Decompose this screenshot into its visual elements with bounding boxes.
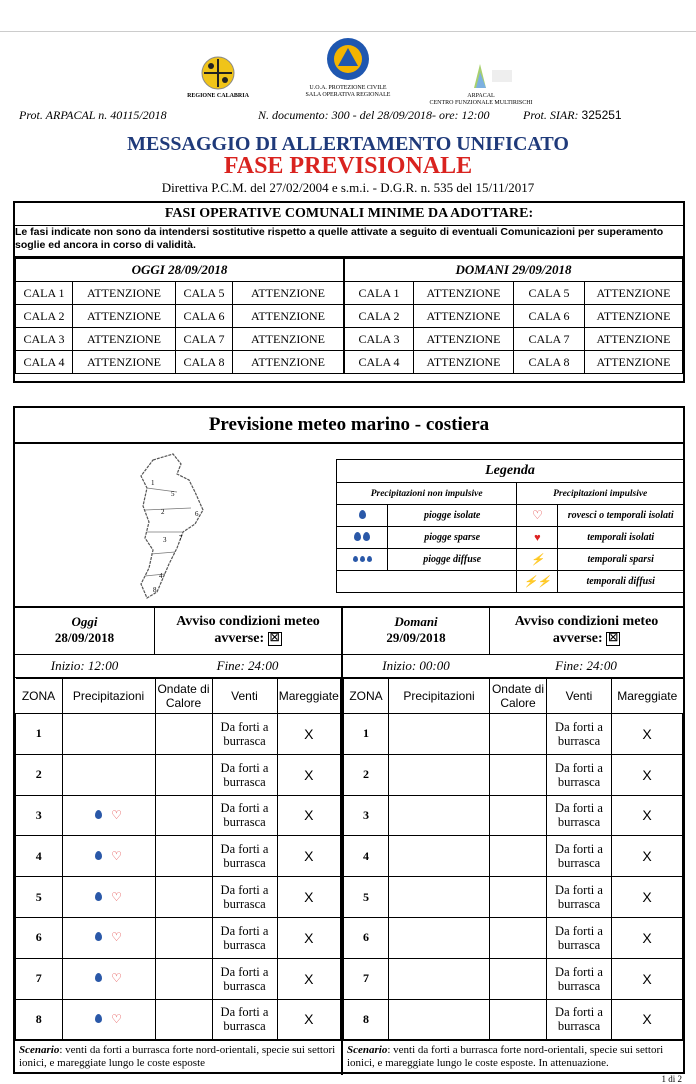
fasi-cell: CALA 7 [176, 328, 233, 351]
fasi-cell: ATTENZIONE [233, 328, 345, 351]
heatwave-cell [155, 877, 212, 918]
precipitation-cell [389, 836, 490, 877]
drop-icon [95, 851, 102, 860]
arpacal-icon [446, 62, 516, 90]
fasi-cell: CALA 1 [344, 282, 414, 305]
storm-surge-cell: X [612, 714, 683, 755]
storm-icon: ♡ [111, 930, 122, 945]
zone-row [344, 795, 683, 836]
legend-col1: Precipitazioni non impulsive [337, 483, 517, 505]
storm-icon: ♡ [111, 807, 122, 822]
drop-icon [95, 932, 102, 941]
forecast-section [15, 606, 683, 1075]
fasi-tomorrow-label: DOMANI 29/09/2018 [344, 259, 683, 282]
zone-row [16, 795, 341, 836]
bolt-filled-icon: ♥ [517, 527, 558, 549]
zone-row [344, 836, 683, 877]
prot-siar-value: 325251 [581, 108, 622, 122]
wind-cell: Da forti a burrasca [547, 877, 612, 918]
col-header: ZONA [344, 679, 389, 714]
col-header: Mareggiate [612, 679, 683, 714]
drop-single-icon [337, 505, 388, 527]
fasi-cell: CALA 6 [514, 305, 585, 328]
scenario-label: Scenario [19, 1044, 60, 1057]
forecast-table-today [15, 678, 341, 1040]
storm-surge-cell: X [612, 999, 683, 1040]
fasi-today-label: OGGI 28/09/2018 [16, 259, 345, 282]
fasi-cell: CALA 4 [16, 351, 73, 374]
legend-label [337, 571, 517, 593]
tomorrow-day: Domani [394, 614, 438, 629]
fasi-box [13, 201, 685, 383]
heart-bolt-icon: ♡ [517, 505, 558, 527]
zone-number: 4 [344, 836, 389, 877]
zone-row [16, 836, 341, 877]
wind-cell: Da forti a burrasca [212, 958, 277, 999]
fasi-cell: ATTENZIONE [73, 305, 176, 328]
legend-label: piogge isolate [388, 505, 517, 527]
document-title: MESSAGGIO DI ALLERTAMENTO UNIFICATO [127, 133, 569, 155]
today-avviso-label: Avviso condizioni meteo avverse: [176, 614, 320, 646]
heatwave-cell [155, 754, 212, 795]
protezione-civile-logo [292, 36, 404, 99]
fasi-cell: ATTENZIONE [585, 328, 683, 351]
fasi-row [16, 305, 683, 328]
legend-label: piogge sparse [388, 527, 517, 549]
fasi-cell: ATTENZIONE [233, 282, 345, 305]
directive: Direttiva P.C.M. del 27/02/2004 e s.m.i. - D.G.R. n. 535 del 15/11/2017 [161, 180, 535, 195]
wind-cell: Da forti a burrasca [212, 836, 277, 877]
wind-cell: Da forti a burrasca [547, 714, 612, 755]
today-avviso [155, 608, 341, 654]
map-label: 8 [153, 586, 157, 594]
fasi-cell: CALA 6 [176, 305, 233, 328]
heatwave-cell [155, 795, 212, 836]
zone-number: 7 [16, 958, 63, 999]
wind-cell: Da forti a burrasca [547, 999, 612, 1040]
drop-icon [95, 810, 102, 819]
zone-row [344, 877, 683, 918]
fasi-cell: CALA 2 [344, 305, 414, 328]
fasi-cell: ATTENZIONE [585, 351, 683, 374]
zone-number: 7 [344, 958, 389, 999]
legend-label: temporali isolati [558, 527, 684, 549]
fasi-cell: ATTENZIONE [73, 328, 176, 351]
fasi-row [16, 351, 683, 374]
forecast-today [15, 608, 343, 1075]
forecast-tomorrow [343, 608, 683, 1075]
zone-number: 1 [344, 714, 389, 755]
fasi-cell: CALA 5 [514, 282, 585, 305]
prot-siar [523, 108, 622, 123]
legend-label: temporali diffusi [558, 571, 684, 593]
storm-icon: ♡ [111, 848, 122, 863]
tomorrow-avviso-label: Avviso condizioni meteo avverse: [514, 614, 659, 646]
storm-surge-cell: X [612, 917, 683, 958]
fasi-cell: CALA 7 [514, 328, 585, 351]
fasi-cell: CALA 8 [514, 351, 585, 374]
fasi-cell: ATTENZIONE [585, 282, 683, 305]
storm-surge-cell: X [277, 958, 341, 999]
zone-number: 2 [16, 754, 63, 795]
storm-surge-cell: X [612, 754, 683, 795]
zone-number: 2 [344, 754, 389, 795]
precipitation-cell [62, 958, 155, 999]
heatwave-cell [155, 836, 212, 877]
heatwave-cell [490, 917, 547, 958]
map-label: 2 [161, 508, 165, 516]
fasi-cell: CALA 1 [16, 282, 73, 305]
fasi-title: FASI OPERATIVE COMUNALI MINIME DA ADOTTARE: [15, 203, 683, 226]
zone-row [16, 917, 341, 958]
tomorrow-date-value: 29/09/2018 [386, 630, 446, 645]
map-label: 3 [163, 536, 167, 544]
forecast-table-tomorrow [343, 678, 683, 1040]
zone-row [344, 999, 683, 1040]
zone-row [16, 714, 341, 755]
fasi-table [15, 258, 683, 374]
precipitation-cell [62, 754, 155, 795]
zone-number: 6 [16, 917, 63, 958]
tomorrow-avviso [490, 608, 683, 654]
wind-cell: Da forti a burrasca [212, 795, 277, 836]
arpacal-logo [428, 62, 534, 107]
storm-icon: ♡ [111, 889, 122, 904]
scenario-text: : venti da forti a burrasca forte nord-orientali, specie sui settori ionici, e mareggiate lungo le coste esposte. In attenuazione. [347, 1044, 664, 1070]
precipitation-cell [389, 795, 490, 836]
fasi-cell: CALA 2 [16, 305, 73, 328]
zone-row [344, 754, 683, 795]
precipitation-cell [389, 958, 490, 999]
drop-double-icon [337, 527, 388, 549]
calabria-map [133, 452, 213, 602]
legend-label: piogge diffuse [388, 549, 517, 571]
zone-row [344, 917, 683, 958]
drop-triple-icon [337, 549, 388, 571]
precipitation-cell [389, 714, 490, 755]
tomorrow-date [343, 608, 490, 654]
storm-surge-cell: X [277, 795, 341, 836]
fasi-cell: ATTENZIONE [233, 351, 345, 374]
heatwave-cell [490, 754, 547, 795]
heatwave-cell [490, 714, 547, 755]
checkbox-checked-icon: ☒ [268, 632, 282, 646]
wind-cell: Da forti a burrasca [547, 917, 612, 958]
map-label: 4 [159, 572, 163, 580]
fasi-cell: ATTENZIONE [73, 351, 176, 374]
today-day: Oggi [71, 614, 98, 629]
storm-surge-cell: X [612, 958, 683, 999]
heatwave-cell [490, 877, 547, 918]
precipitation-cell [62, 999, 155, 1040]
fasi-cell: CALA 4 [344, 351, 414, 374]
logo-caption: U.O.A. PROTEZIONE CIVILE SALA OPERATIVA REGIONALE [305, 85, 391, 98]
today-fine: Fine: 24:00 [216, 658, 279, 673]
storm-surge-cell: X [277, 877, 341, 918]
col-header: ZONA [16, 679, 63, 714]
logo-caption: ARPACAL CENTRO FUNZIONALE MULTIRISCHI [429, 93, 533, 106]
zone-row [16, 999, 341, 1040]
legend-col2: Precipitazioni impulsive [517, 483, 684, 505]
zone-number: 6 [344, 917, 389, 958]
document-subtitle: FASE PREVISIONALE [223, 153, 473, 179]
fasi-cell: ATTENZIONE [414, 328, 514, 351]
col-header: Mareggiate [277, 679, 341, 714]
zone-row [344, 958, 683, 999]
storm-surge-cell: X [277, 714, 341, 755]
precipitation-cell [389, 917, 490, 958]
col-header: Venti [212, 679, 277, 714]
zone-number: 5 [344, 877, 389, 918]
today-inizio: Inizio: 12:00 [50, 658, 119, 673]
wind-cell: Da forti a burrasca [547, 836, 612, 877]
scenario-label: Scenario [347, 1044, 388, 1057]
heatwave-cell [155, 917, 212, 958]
fasi-row [16, 328, 683, 351]
wind-cell: Da forti a burrasca [547, 754, 612, 795]
precipitation-cell [62, 917, 155, 958]
drop-icon [95, 1014, 102, 1023]
col-header: Venti [547, 679, 612, 714]
top-divider [0, 31, 696, 32]
prot-arpacal: Prot. ARPACAL n. 40115/2018 [19, 108, 167, 122]
precipitation-cell [62, 795, 155, 836]
scenario-today [15, 1040, 341, 1075]
zone-number: 5 [16, 877, 63, 918]
bolt-double-icon: ⚡⚡ [517, 571, 558, 593]
wind-cell: Da forti a burrasca [212, 877, 277, 918]
fasi-cell: CALA 8 [176, 351, 233, 374]
scenario-text: : venti da forti a burrasca forte nord-orientali, specie sui settori ionici, e mareggiate lungo le coste esposte [19, 1044, 336, 1070]
map-label: 5 [171, 490, 175, 498]
fasi-row [16, 282, 683, 305]
zone-row [16, 877, 341, 918]
storm-icon: ♡ [111, 971, 122, 986]
zone-number: 4 [16, 836, 63, 877]
zone-row [344, 714, 683, 755]
precipitation-cell [389, 999, 490, 1040]
wind-cell: Da forti a burrasca [212, 714, 277, 755]
drop-icon [95, 892, 102, 901]
wind-cell: Da forti a burrasca [547, 795, 612, 836]
heatwave-cell [155, 999, 212, 1040]
col-header: Ondate di Calore [155, 679, 212, 714]
map-label: 6 [195, 510, 199, 518]
fasi-cell: CALA 5 [176, 282, 233, 305]
heatwave-cell [490, 999, 547, 1040]
storm-icon: ♡ [111, 1011, 122, 1026]
fasi-cell: ATTENZIONE [585, 305, 683, 328]
precipitation-cell [62, 714, 155, 755]
legend-label: rovesci o temporali isolati [558, 505, 684, 527]
zone-row [16, 958, 341, 999]
forecast-columns [15, 608, 683, 1075]
bolt-icon: ⚡ [517, 549, 558, 571]
zone-number: 8 [344, 999, 389, 1040]
scenario-tomorrow [343, 1040, 683, 1075]
precipitation-cell [62, 836, 155, 877]
wind-cell: Da forti a burrasca [547, 958, 612, 999]
storm-surge-cell: X [612, 795, 683, 836]
storm-surge-cell: X [277, 999, 341, 1040]
legend-table [336, 459, 684, 593]
tomorrow-fine: Fine: 24:00 [555, 658, 617, 673]
fasi-cell: ATTENZIONE [73, 282, 176, 305]
fasi-cell: ATTENZIONE [414, 351, 514, 374]
prot-siar-label: Prot. SIAR: [523, 108, 579, 122]
checkbox-checked-icon: ☒ [606, 632, 620, 646]
page-number: 1 di 2 [661, 1074, 682, 1084]
today-date [15, 608, 155, 654]
regione-calabria-logo [178, 56, 258, 100]
wind-cell: Da forti a burrasca [212, 917, 277, 958]
heatwave-cell [490, 958, 547, 999]
fasi-cell: ATTENZIONE [233, 305, 345, 328]
meteo-title: Previsione meteo marino - costiera [15, 408, 683, 444]
precipitation-cell [389, 877, 490, 918]
precipitation-cell [389, 754, 490, 795]
heatwave-cell [490, 795, 547, 836]
storm-surge-cell: X [277, 917, 341, 958]
col-header: Precipitazioni [389, 679, 490, 714]
fasi-cell: CALA 3 [16, 328, 73, 351]
fasi-note: Le fasi indicate non sono da intendersi sostitutive rispetto a quelle attivate a seguito di eventuali Comunicazioni per superamento soglie ed ancora in corso di validità. [15, 226, 683, 258]
col-header: Precipitazioni [62, 679, 155, 714]
zone-number: 3 [344, 795, 389, 836]
legend-label: temporali sparsi [558, 549, 684, 571]
drop-icon [95, 973, 102, 982]
tomorrow-inizio: Inizio: 00:00 [382, 658, 450, 673]
zone-number: 3 [16, 795, 63, 836]
map-label: 7 [179, 534, 183, 542]
fasi-cell: CALA 3 [344, 328, 414, 351]
precipitation-cell [62, 877, 155, 918]
map-label: 1 [151, 479, 155, 487]
storm-surge-cell: X [277, 754, 341, 795]
heatwave-cell [490, 836, 547, 877]
col-header: Ondate di Calore [490, 679, 547, 714]
protezione-civile-icon [325, 36, 371, 82]
legend-title: Legenda [337, 460, 684, 483]
heatwave-cell [155, 958, 212, 999]
zone-number: 1 [16, 714, 63, 755]
document-number: N. documento: 300 - del 28/09/2018- ore: 12:00 [258, 108, 490, 122]
zone-row [16, 754, 341, 795]
storm-surge-cell: X [612, 877, 683, 918]
today-date-value: 28/09/2018 [54, 630, 115, 645]
wind-cell: Da forti a burrasca [212, 999, 277, 1040]
heatwave-cell [155, 714, 212, 755]
logo-row [0, 36, 696, 104]
fasi-cell: ATTENZIONE [414, 305, 514, 328]
fasi-cell: ATTENZIONE [414, 282, 514, 305]
logo-caption: REGIONE CALABRIA [187, 93, 249, 99]
regione-calabria-icon [201, 56, 235, 90]
storm-surge-cell: X [277, 836, 341, 877]
meteo-box [13, 406, 685, 1074]
wind-cell: Da forti a burrasca [212, 754, 277, 795]
storm-surge-cell: X [612, 836, 683, 877]
zone-number: 8 [16, 999, 63, 1040]
